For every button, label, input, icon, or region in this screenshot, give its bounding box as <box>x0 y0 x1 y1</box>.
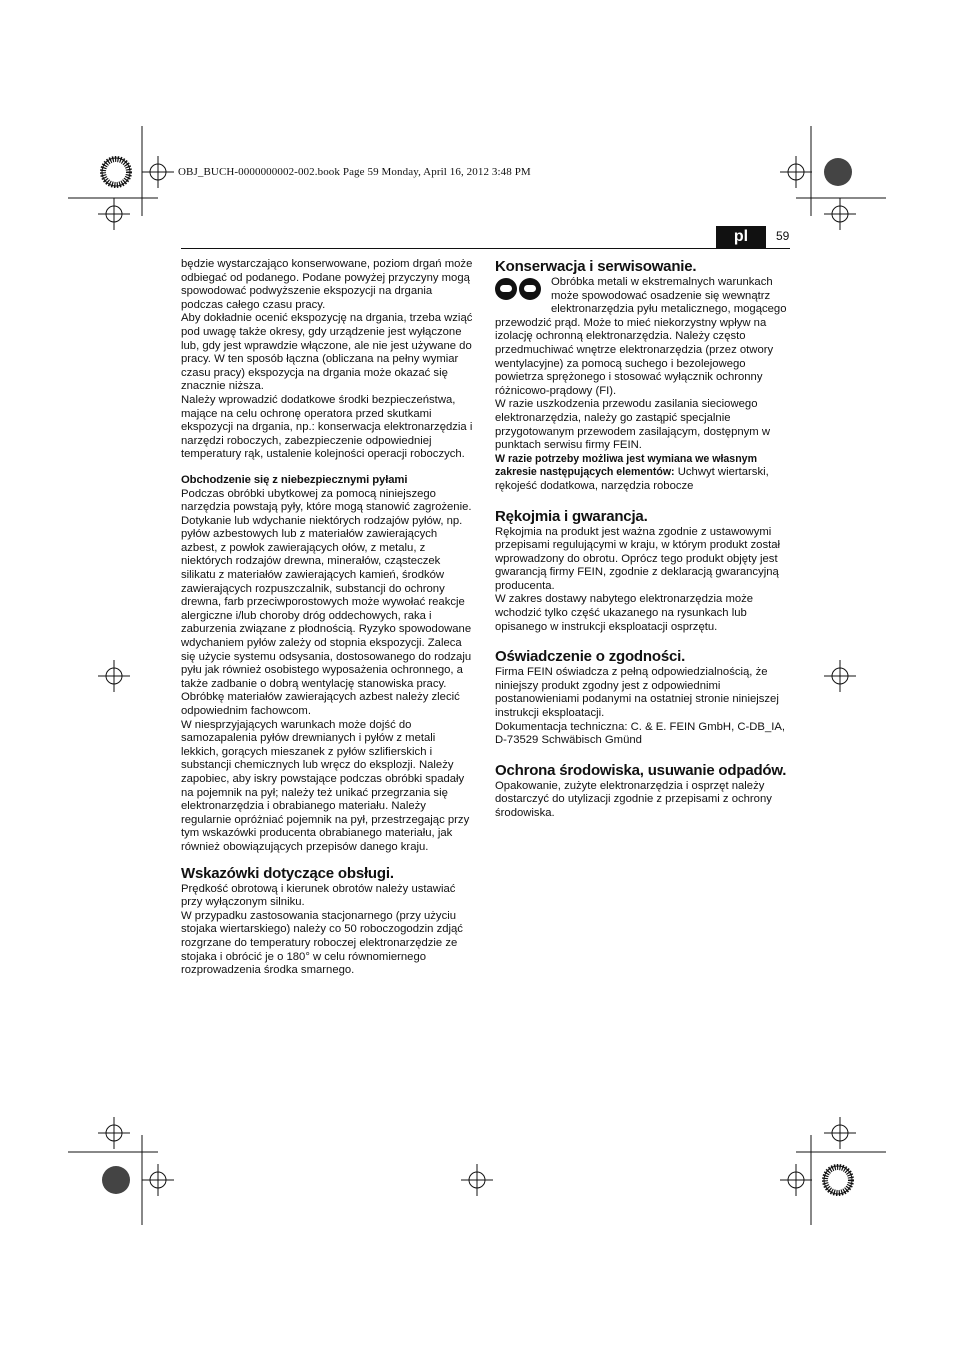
eye-protection-icon <box>495 278 517 300</box>
dust-paragraph-2: Dotykanie lub wdychanie niektórych rodzajów pyłów, np. pyłów azbestowych lub z materiałów zawierających azbest, z powłok zawierających ołów, z metalu, z niektórych rodzajów drewna, minerałów, cząsteczek silikatu z materiałów zawierających kamień, środków zawierających rozpuszczalnik, substancji do ochrony drewna, farb przeciwporostowych może wywołać reakcje alergiczne i/lub choroby dróg oddechowych, raka i zaburzenia związane z płodnością. Ryzyko spowodowane wdychaniem pyłów zależy od stopnia ekspozycji. Zaleca się użycie systemu odsysania, dostosowanego do rodzaju pyłu jak również osobistego wyposażenia ochronnego, a także zadbanie o dobrą wentylację stanowiska pracy. Obróbkę materiałów zawierających azbest należy zlecić odpowiednim fachowcom. <box>181 514 472 717</box>
conformity-paragraph-2: Dokumentacja techniczna: C. & E. FEIN GmbH, C-DB_IA, D-73529 Schwäbisch Gmünd <box>495 720 786 747</box>
vibration-paragraph-1: będzie wystarczająco konserwowane, poziom drgań może odbiegać od podanego. Podane powyżej przyczyny mogą spowodować podwyższenie ekspozycji na drgania podczas całego czasu pracy. <box>181 258 473 311</box>
replaceable-parts-list: Uchwyt wiertarski, rękojeść dodatkowa, narzędzia robocze <box>495 466 769 492</box>
left-column <box>181 258 476 978</box>
maintenance-icons <box>495 278 547 304</box>
conformity-heading: Oświadczenie o zgodności. <box>495 648 686 666</box>
warranty-paragraph-2: W zakres dostawy nabytego elektronarzędzia może wchodzić tylko część ukazanego na rysunkach lub opisanego w instrukcji eksploatacji osprzętu. <box>495 593 754 633</box>
right-column <box>495 258 791 821</box>
print-header: OBJ_BUCH-0000000002-002.book Page 59 Monday, April 16, 2012 3:48 PM <box>178 166 531 178</box>
environment-paragraph-1: Opakowanie, zużyte elektronarzędzia i osprzęt należy dostarczyć do utylizacji zgodnie z przepisami z ochrony środowiska. <box>495 779 772 819</box>
warranty-heading: Rękojmia i gwarancja. <box>495 507 648 525</box>
environment-heading: Ochrona środowiska, usuwanie odpadów. <box>495 761 787 779</box>
dust-paragraph-3: W niesprzyjających warunkach może dojść do samozapalenia pyłów drewnianych i pyłów z metali lekkich, gorących mieszanek z pyłów szlifierskich i substancji chemicznych lub wręcz do eksplozji. Należy zapobiec, aby iskry powstające podczas obróbki spadały na pojemnik na pył; należy też unikać przegrzania się elektronarzędzia i obrabianego materiału. Należy regularnie opróżniać pojemnik na pył, przestrzegając przy tym wskazówki producenta obrabianego materiału, jak również obowiązujących przepisów danego kraju. <box>181 718 470 853</box>
maintenance-paragraph-3 <box>495 453 791 494</box>
dust-heading: Obchodzenie się z niebezpiecznymi pyłami <box>181 473 408 486</box>
maintenance-paragraph-1: Obróbka metali w ekstremalnych warunkach może spowodować osadzenie się wewnątrz elektronarzędzia pyłu metalicznego, mogącego przewodzić prąd. Może to mieć niekorzystny wpływ na izolację ochronną elektronarzędzia. Należy często przedmuchiwać wnętrze elektronarzędzia (przez otwory wentylacyjne) za pomocą suchego i bezolejowego powietrza sprężonego i stosować wyłącznik ochronny różnicowo-prądowy (FI). <box>495 276 787 397</box>
usage-heading: Wskazówki dotyczące obsługi. <box>181 864 394 882</box>
maintenance-heading: Konserwacja i serwisowanie. <box>495 258 697 275</box>
dust-paragraph-1: Podczas obróbki ubytkowej za pomocą niniejszego narzędzia powstają pyły, które mogą stanowić zagrożenie. <box>181 487 472 514</box>
replaceable-parts-label: W razie potrzeby możliwa jest wymiana we własnym zakresie następujących elementów: <box>495 452 757 479</box>
vibration-paragraph-2: Aby dokładnie ocenić ekspozycję na drgania, trzeba wziąć pod uwagę także okresy, gdy urządzenie jest wyłączone lub, gdy jest wprawdzie włączone, ale nie jest używane do pracy. W ten sposób łączna (obliczana na pełny wymiar czasu pracy) ekspozycja na drgania może okazać się znacznie niższa. <box>181 312 473 393</box>
blow-out-icon <box>519 278 541 300</box>
vibration-paragraph-3: Należy wprowadzić dodatkowe środki bezpieczeństwa, mające na celu ochronę operatora przed skutkami ekspozycji na drgania, np.: konserwacja elektronarzędzia i narzędzi roboczych, zabezpieczenie odpowiedniej temperatury rąk, ustalenie kolejności operacji roboczych. <box>181 393 473 461</box>
header-rule <box>181 248 790 249</box>
usage-paragraph-2: W przypadku zastosowania stacjonarnego (przy użyciu stojaka wiertarskiego) należy co 50 roboczogodzin zdjąć rozgrzane do temperatury roboczej elektronarzędzie ze stojaka i obrócić je o 180° w celu równomiernego rozprowadzenia środka smarnego. <box>181 909 463 977</box>
page-number: 59 <box>776 229 790 243</box>
usage-paragraph-1: Prędkość obrotową i kierunek obrotów należy ustawiać przy wyłączonym silniku. <box>181 882 456 909</box>
language-tab: pl <box>716 226 766 248</box>
conformity-paragraph-1: Firma FEIN oświadcza z pełną odpowiedzialnością, że niniejszy produkt zgodny jest z odpowiednimi postanowieniami podanymi na ostatniej stronie niniejszej instrukcji eksploatacji. <box>495 666 779 720</box>
warranty-paragraph-1: Rękojmia na produkt jest ważna zgodnie z ustawowymi przepisami regulującymi w kraju, w którym produkt został wprowadzony do obrotu. Oprócz tego produkt objęty jest gwarancją firmy FEIN, zgodnie z deklaracją gwarancyjną producenta. <box>495 525 781 592</box>
maintenance-paragraph-2: W razie uszkodzenia przewodu zasilania sieciowego elektronarzędzia, należy go zastąpić specjalnie przygotowanym przewodem zasilającym, dostępnym w punktach serwisu firmy FEIN. <box>495 398 770 452</box>
